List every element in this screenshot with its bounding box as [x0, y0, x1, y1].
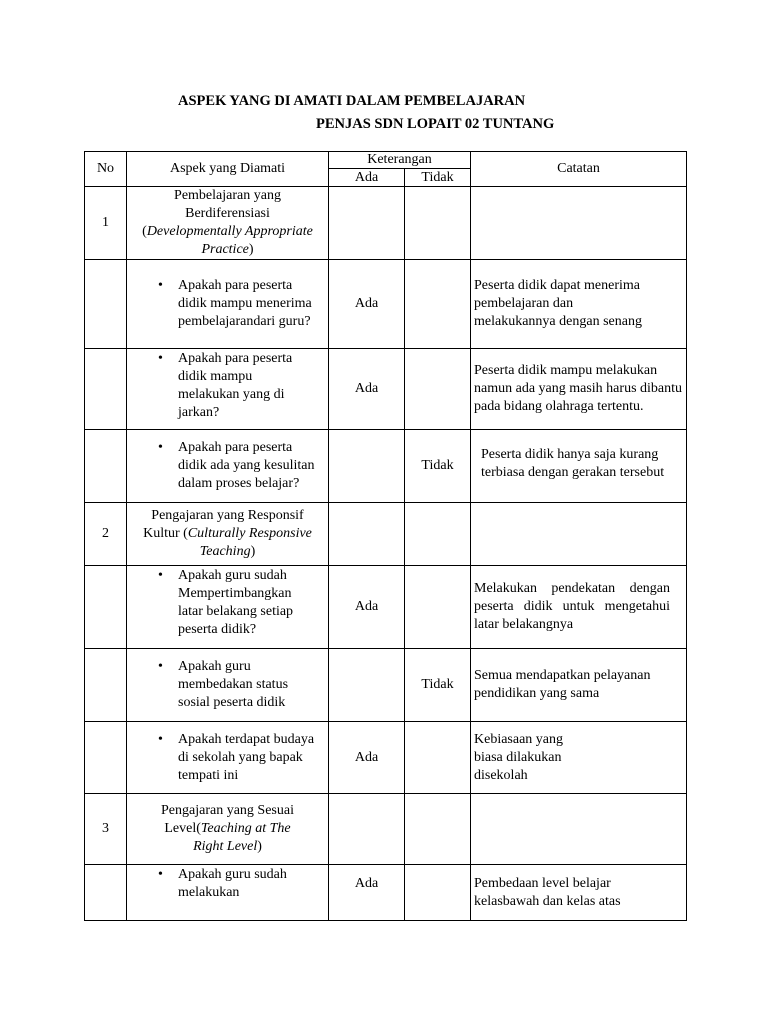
no-cell	[85, 649, 127, 722]
section-title-italic: Developmentally Appropriate Practice	[146, 224, 313, 257]
table-row	[85, 349, 687, 430]
document-title-line-1: ASPEK YANG DI AMATI DALAM PEMBELAJARAN	[178, 93, 526, 109]
header-catatan: Catatan	[471, 152, 687, 187]
ada-cell: Ada	[329, 722, 405, 794]
catatan-cell: Peserta didik mampu melakukan namun ada yang masih harus dibantu pada bidang olahraga tertentu.	[471, 349, 687, 430]
question-text: Apakah guru sudah Mempertimbangkan latar belakang setiap peserta didik?	[178, 568, 294, 637]
catatan-cell	[471, 794, 687, 865]
ada-cell	[329, 430, 405, 503]
catatan-cell: Melakukan pendekatan dengan peserta didik untuk mengetahui latar belakangnya	[471, 566, 687, 649]
question-text: Apakah guru sudah melakukan	[178, 867, 287, 900]
catatan-cell: Kebiasaan yang biasa dilakukan disekolah	[471, 722, 687, 794]
table-row	[85, 566, 687, 649]
ada-cell	[329, 187, 405, 260]
section-number: 3	[85, 794, 127, 865]
observation-table	[84, 151, 687, 921]
bullet-icon: •	[158, 568, 163, 583]
catatan-cell: Peserta didik dapat menerima pembelajaran dan melakukannya dengan senang	[471, 260, 687, 349]
section-row	[85, 794, 687, 865]
ada-cell: Ada	[329, 260, 405, 349]
section-title-italic: Culturally Responsive Teaching	[187, 526, 312, 559]
bullet-icon: •	[158, 867, 163, 882]
ada-cell: Ada	[329, 349, 405, 430]
no-cell	[85, 722, 127, 794]
tidak-cell	[405, 566, 471, 649]
table-row	[85, 865, 687, 921]
question-cell	[127, 865, 329, 921]
catatan-cell: Pembedaan level belajar kelasbawah dan kelas atas	[471, 865, 687, 921]
section-number: 1	[85, 187, 127, 260]
section-row	[85, 503, 687, 566]
header-no: No	[85, 152, 127, 187]
bullet-icon: •	[158, 278, 163, 293]
question-text: Apakah para peserta didik ada yang kesulitan dalam proses belajar?	[178, 440, 315, 491]
bullet-icon: •	[158, 440, 163, 455]
no-cell	[85, 430, 127, 503]
tidak-cell: Tidak	[405, 649, 471, 722]
tidak-cell	[405, 794, 471, 865]
catatan-cell	[471, 187, 687, 260]
tidak-cell	[405, 260, 471, 349]
section-number: 2	[85, 503, 127, 566]
no-cell	[85, 566, 127, 649]
section-title: Pengajaran yang Responsif Kultur (Culturally Responsive Teaching)	[127, 503, 329, 566]
question-cell	[127, 722, 329, 794]
question-text: Apakah para peserta didik mampu melakukan yang di jarkan?	[178, 351, 293, 420]
question-cell	[127, 649, 329, 722]
table-row	[85, 260, 687, 349]
section-title: Pembelajaran yang Berdiferensiasi (Developmentally Appropriate Practice)	[127, 187, 329, 260]
document-title-line-2: PENJAS SDN LOPAIT 02 TUNTANG	[316, 116, 555, 132]
bullet-icon: •	[158, 659, 163, 674]
section-title-italic: Teaching at The Right Level	[193, 821, 291, 854]
header-ada: Ada	[329, 169, 405, 187]
no-cell	[85, 260, 127, 349]
ada-cell: Ada	[329, 566, 405, 649]
catatan-cell: Semua mendapatkan pelayanan pendidikan yang sama	[471, 649, 687, 722]
question-cell	[127, 349, 329, 430]
table-row	[85, 430, 687, 503]
ada-cell	[329, 649, 405, 722]
tidak-cell	[405, 722, 471, 794]
table-row	[85, 722, 687, 794]
ada-cell: Ada	[329, 865, 405, 921]
tidak-cell	[405, 865, 471, 921]
bullet-icon: •	[158, 351, 163, 366]
tidak-cell: Tidak	[405, 430, 471, 503]
header-aspek: Aspek yang Diamati	[127, 152, 329, 187]
bullet-icon: •	[158, 731, 163, 747]
tidak-cell	[405, 503, 471, 566]
no-cell	[85, 349, 127, 430]
question-cell	[127, 430, 329, 503]
tidak-cell	[405, 349, 471, 430]
header-keterangan: Keterangan	[329, 152, 471, 169]
no-cell	[85, 865, 127, 921]
catatan-cell	[471, 503, 687, 566]
header-tidak: Tidak	[405, 169, 471, 187]
question-text: Apakah para peserta didik mampu menerima pembelajarandari guru?	[178, 278, 312, 329]
question-text: Apakah guru membedakan status sosial peserta didik	[178, 659, 289, 710]
table-row	[85, 649, 687, 722]
catatan-cell: Peserta didik hanya saja kurang terbiasa dengan gerakan tersebut	[471, 430, 687, 503]
section-row	[85, 187, 687, 260]
tidak-cell	[405, 187, 471, 260]
ada-cell	[329, 794, 405, 865]
ada-cell	[329, 503, 405, 566]
section-title: Pengajaran yang Sesuai Level(Teaching at The Right Level)	[127, 794, 329, 865]
question-text: Apakah terdapat budaya di sekolah yang bapak tempati ini	[178, 731, 315, 783]
question-cell	[127, 260, 329, 349]
question-cell	[127, 566, 329, 649]
